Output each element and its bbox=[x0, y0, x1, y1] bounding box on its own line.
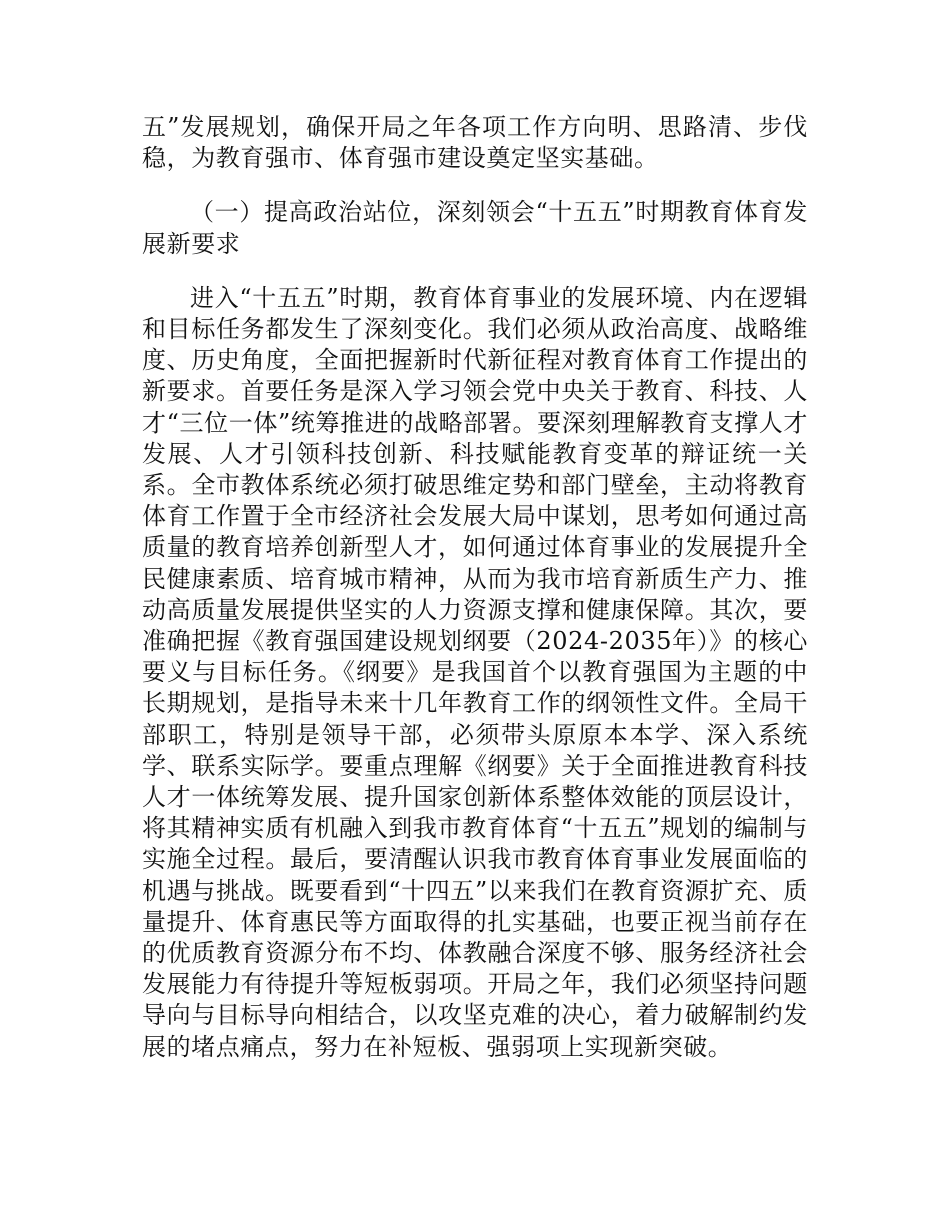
section-heading-political-stance: （一）提高政治站位，深刻领会“十五五”时期教育体育发展新要求 bbox=[142, 198, 808, 258]
document-page bbox=[142, 112, 808, 1063]
paragraph-new-requirements: 进入“十五五”时期，教育体育事业的发展环境、内在逻辑和目标任务都发生了深刻变化。我们必须从政治高度、战略维度、历史角度，全面把握新时代新征程对教育体育工作提出的新要求。首要任务是深入学习领会党中央关于教育、科技、人才“三位一体”统筹推进的战略部署。要深刻理解教育支撑人才发展、人才引领科技创新、科技赋能教育变革的辩证统一关系。全市教体系统必须打破思维定势和部门壁垒，主动将教育体育工作置于全市经济社会发展大局中谋划，思考如何通过高质量的教育培养创新型人才，如何通过体育事业的发展提升全民健康素质、培育城市精神，从而为我市培育新质生产力、推动高质量发展提供坚实的人力资源支撑和健康保障。其次，要准确把握《教育强国建设规划纲要（2024-2035年）》的核心要义与目标任务。《纲要》是我国首个以教育强国为主题的中长期规划，是指导未来十几年教育工作的纲领性文件。全局干部职工，特别是领导干部，必须带头原原本本学、深入系统学、联系实际学。要重点理解《纲要》关于全面推进教育科技人才一体统筹发展、提升国家创新体系整体效能的顶层设计，将其精神实质有机融入到我市教育体育“十五五”规划的编制与实施全过程。最后，要清醒认识我市教育体育事业发展面临的机遇与挑战。既要看到“十四五”以来我们在教育资源扩充、质量提升、体育惠民等方面取得的扎实基础，也要正视当前存在的优质教育资源分布不均、体教融合深度不够、服务经济社会发展能力有待提升等短板弱项。开局之年，我们必须坚持问题导向与目标导向相结合，以攻坚克难的决心，着力破解制约发展的堵点痛点，努力在补短板、强弱项上实现新突破。 bbox=[142, 283, 808, 1061]
paragraph-plan-continuation: 五”发展规划，确保开局之年各项工作方向明、思路清、步伐稳，为教育强市、体育强市建设奠定坚实基础。 bbox=[142, 113, 808, 173]
